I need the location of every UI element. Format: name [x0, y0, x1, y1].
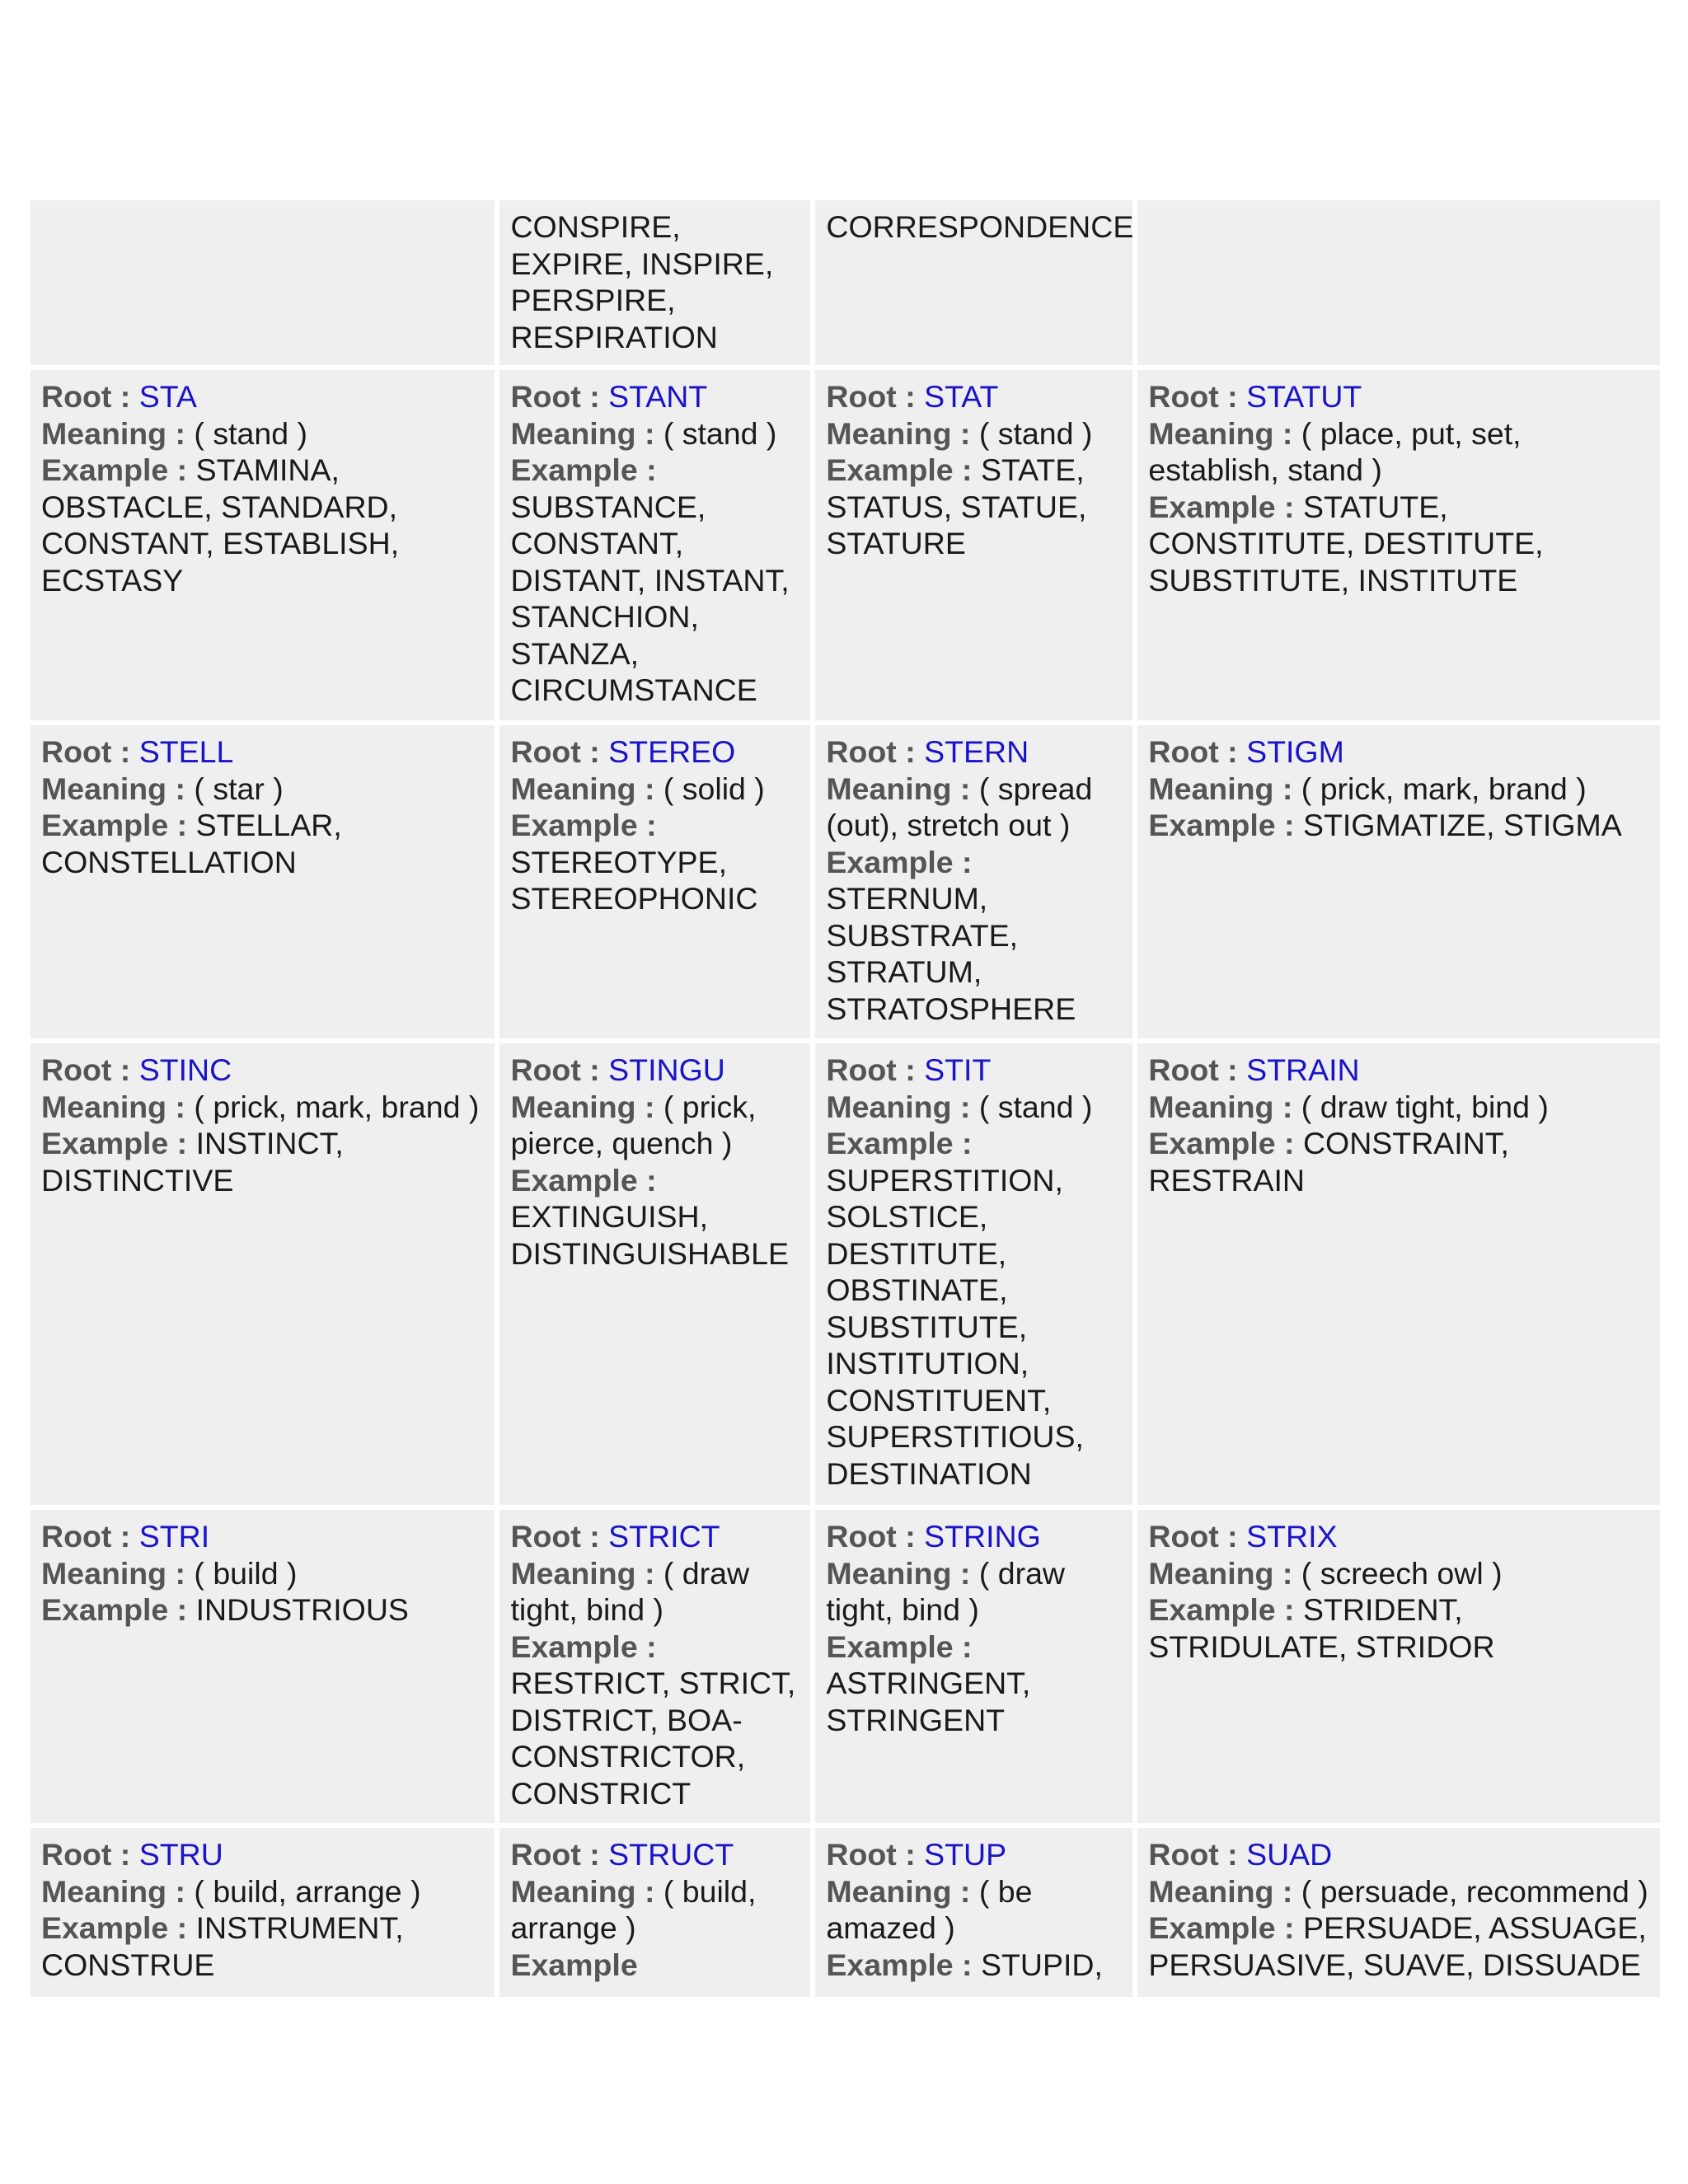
- root-value: STRAIN: [1246, 1052, 1360, 1087]
- root-entry: Root : STAT Meaning : ( stand ) Example : STATE, STATUS, STATUE, STATURE: [815, 370, 1132, 720]
- meaning-value: ( build ): [194, 1555, 298, 1591]
- meaning-label: Meaning: [41, 1089, 167, 1124]
- example-label: Example: [41, 1910, 169, 1945]
- root-entry: Root : STRUCT Meaning : ( build, arrange ) Example: [499, 1828, 810, 1997]
- example-value: SUBSTANCE, CONSTANT, DISTANT, INSTANT, STANCHION, STANZA, CIRCUMSTANCE: [510, 489, 790, 707]
- meaning-label: Meaning: [510, 1555, 636, 1591]
- example-label: Example: [1148, 1910, 1276, 1945]
- root-entry: Root : STEREO Meaning : ( solid ) Example : STEREOTYPE, STEREOPHONIC: [499, 725, 810, 1038]
- root-entry: Root : STA Meaning : ( stand ) Example : STAMINA, OBSTACLE, STANDARD, CONSTANT, ESTABLISH, ECSTASY: [30, 370, 495, 720]
- root-entry: Root : STERN Meaning : ( spread (out), stretch out ) Example : STERNUM, SUBSTRATE, STRATUM, STRATOSPHERE: [815, 725, 1132, 1038]
- meaning-label: Meaning: [826, 415, 952, 451]
- example-value: STATUTE, CONSTITUTE, DESTITUTE, SUBSTITUTE, INSTITUTE: [1148, 489, 1544, 598]
- example-value: STEREOTYPE, STEREOPHONIC: [510, 844, 758, 916]
- root-value: STINC: [138, 1052, 232, 1087]
- meaning-label: Meaning: [1148, 1873, 1274, 1909]
- root-value: STIGM: [1246, 734, 1344, 769]
- meaning-value: ( stand ): [978, 415, 1093, 451]
- meaning-label: Meaning: [41, 1555, 167, 1591]
- root-label: Root: [41, 1837, 112, 1872]
- root-label: Root: [41, 1519, 112, 1554]
- example-label: Example: [510, 1162, 638, 1197]
- root-value: STIT: [924, 1052, 992, 1087]
- example-label: Example: [1148, 1592, 1276, 1627]
- example-value: ASTRINGENT, STRINGENT: [826, 1666, 1031, 1737]
- root-label: Root: [41, 734, 112, 769]
- root-label: Root: [510, 1837, 581, 1872]
- meaning-label: Meaning: [510, 415, 636, 451]
- root-value: STRICT: [608, 1519, 720, 1554]
- meaning-value: ( screech owl ): [1301, 1555, 1503, 1591]
- root-entry: Root : STATUT Meaning : ( place, put, set, establish, stand ) Example : STATUTE, CONSTITUTE, DESTITUTE, SUBSTITUTE, INSTITUTE: [1137, 370, 1660, 720]
- root-label: Root: [510, 379, 581, 414]
- root-label: Root: [826, 1837, 897, 1872]
- root-entry: Root : STIGM Meaning : ( prick, mark, brand ) Example : STIGMATIZE, STIGMA: [1137, 725, 1660, 1038]
- meaning-value: ( solid ): [663, 771, 765, 806]
- meaning-value: ( draw tight, bind ): [1301, 1089, 1549, 1124]
- root-entry: Root : STINGU Meaning : ( prick, pierce, quench ) Example : EXTINGUISH, DISTINGUISHABLE: [499, 1043, 810, 1505]
- example-label: Example: [826, 1126, 954, 1160]
- meaning-value: ( stand ): [194, 415, 307, 451]
- meaning-label: Meaning: [1148, 415, 1274, 451]
- table-row: [30, 370, 1660, 720]
- meaning-label: Meaning: [1148, 771, 1274, 806]
- root-label: Root: [826, 379, 897, 414]
- root-value: STRU: [138, 1837, 223, 1872]
- meaning-value: ( spread (out), stretch out ): [826, 771, 1093, 842]
- root-entry: Root : STINC Meaning : ( prick, mark, brand ) Example : INSTINCT, DISTINCTIVE: [30, 1043, 495, 1505]
- meaning-value: ( star ): [194, 771, 284, 806]
- example-label: Example: [510, 1629, 638, 1664]
- root-value: STRIX: [1246, 1519, 1338, 1554]
- table-row: [30, 1510, 1660, 1823]
- example-value: STUPID,: [980, 1947, 1103, 1982]
- meaning-value: ( stand ): [663, 415, 777, 451]
- example-label: Example: [826, 1947, 954, 1982]
- example-label: Example: [1148, 808, 1276, 842]
- root-label: Root: [1148, 379, 1219, 414]
- example-value: STELLAR, CONSTELLATION: [41, 808, 342, 879]
- example-value: STIGMATIZE, STIGMA: [1302, 808, 1622, 842]
- example-value: INSTINCT, DISTINCTIVE: [41, 1126, 344, 1197]
- root-entry: Root : STRI Meaning : ( build ) Example : INDUSTRIOUS: [30, 1510, 495, 1823]
- table-row: [30, 200, 1660, 365]
- example-label: Example: [510, 1947, 638, 1982]
- root-label: Root: [1148, 1052, 1219, 1087]
- meaning-value: ( draw tight, bind ): [510, 1555, 750, 1627]
- example-value: EXTINGUISH, DISTINGUISHABLE: [510, 1199, 790, 1271]
- root-value: STRUCT: [608, 1837, 734, 1872]
- root-label: Root: [826, 734, 897, 769]
- meaning-label: Meaning: [41, 415, 167, 451]
- meaning-value: ( place, put, set, establish, stand ): [1148, 415, 1522, 487]
- example-value: RESTRICT, STRICT, DISTRICT, BOA-CONSTRICTOR, CONSTRICT: [510, 1666, 796, 1811]
- root-entry: Root : STRICT Meaning : ( draw tight, bind ) Example : RESTRICT, STRICT, DISTRICT, BOA-CONSTRICTOR, CONSTRICT: [499, 1510, 810, 1823]
- table-row: [30, 1828, 1660, 1997]
- root-label: Root: [510, 734, 581, 769]
- root-value: STUP: [924, 1837, 1007, 1872]
- meaning-label: Meaning: [826, 1873, 952, 1909]
- meaning-label: Meaning: [826, 771, 952, 806]
- root-value: STRING: [924, 1519, 1041, 1554]
- example-label: Example: [510, 808, 638, 842]
- meaning-label: Meaning: [826, 1555, 952, 1591]
- example-value: INDUSTRIOUS: [195, 1592, 409, 1627]
- meaning-label: Meaning: [826, 1089, 952, 1124]
- meaning-value: ( prick, pierce, quench ): [510, 1089, 757, 1160]
- meaning-label: Meaning: [1148, 1555, 1274, 1591]
- meaning-label: Meaning: [510, 1089, 636, 1124]
- meaning-label: Meaning: [1148, 1089, 1274, 1124]
- meaning-value: ( stand ): [978, 1089, 1093, 1124]
- meaning-value: ( prick, mark, brand ): [1301, 771, 1587, 806]
- root-entry: Root : STRU Meaning : ( build, arrange ) Example : INSTRUMENT, CONSTRUE: [30, 1828, 495, 1997]
- example-label: Example: [41, 808, 169, 842]
- root-value: STA: [138, 379, 197, 414]
- meaning-value: ( build, arrange ): [510, 1873, 757, 1945]
- root-value: STINGU: [608, 1052, 725, 1087]
- root-label: Root: [1148, 734, 1219, 769]
- root-label: Root: [826, 1052, 897, 1087]
- root-label: Root: [826, 1519, 897, 1554]
- example-label: Example: [41, 452, 169, 487]
- root-entry: Root : STRING Meaning : ( draw tight, bind ) Example : ASTRINGENT, STRINGENT: [815, 1510, 1132, 1823]
- example-value: CONSTRAINT, RESTRAIN: [1148, 1126, 1509, 1197]
- example-label: Example: [41, 1126, 169, 1160]
- example-label: Example: [826, 452, 954, 487]
- example-label: Example: [41, 1592, 169, 1627]
- root-entry: Root : STRAIN Meaning : ( draw tight, bind ) Example : CONSTRAINT, RESTRAIN: [1137, 1043, 1660, 1505]
- root-value: STERN: [924, 734, 1029, 769]
- word-roots-sheet: [30, 200, 1660, 1997]
- table-cell-continued-empty-2: [1137, 200, 1660, 365]
- root-label: Root: [41, 1052, 112, 1087]
- root-label: Root: [41, 379, 112, 414]
- meaning-label: Meaning: [41, 1873, 167, 1909]
- meaning-value: ( prick, mark, brand ): [194, 1089, 480, 1124]
- example-label: Example: [826, 1629, 954, 1664]
- example-label: Example: [510, 452, 638, 487]
- example-value: INSTRUMENT, CONSTRUE: [41, 1910, 404, 1982]
- meaning-value: ( build, arrange ): [194, 1873, 421, 1909]
- root-value: STATUT: [1246, 379, 1362, 414]
- root-label: Root: [510, 1052, 581, 1087]
- root-value: STRI: [138, 1519, 210, 1554]
- root-value: STAT: [924, 379, 999, 414]
- word-roots-table: [26, 195, 1665, 2002]
- meaning-label: Meaning: [41, 771, 167, 806]
- example-value: STERNUM, SUBSTRATE, STRATUM, STRATOSPHERE: [826, 881, 1076, 1026]
- example-value: STRIDENT, STRIDULATE, STRIDOR: [1148, 1592, 1495, 1664]
- table-row: [30, 725, 1660, 1038]
- root-entry: Root : STIT Meaning : ( stand ) Example : SUPERSTITION, SOLSTICE, DESTITUTE, OBSTINATE, SUBSTITUTE, INSTITUTION, CONSTITUENT, SUPERSTITIOUS, DESTINATION: [815, 1043, 1132, 1505]
- example-value: STAMINA, OBSTACLE, STANDARD, CONSTANT, ESTABLISH, ECSTASY: [41, 452, 400, 598]
- root-entry: Root : SUAD Meaning : ( persuade, recommend ) Example : PERSUADE, ASSUAGE, PERSUASIVE, SUAVE, DISSUADE: [1137, 1828, 1660, 1997]
- example-label: Example: [1148, 489, 1276, 524]
- table-cell-continued-empty-1: [30, 200, 495, 365]
- table-cell-continued-examples: CORRESPONDENCE: [815, 200, 1132, 365]
- root-entry: Root : STRIX Meaning : ( screech owl ) Example : STRIDENT, STRIDULATE, STRIDOR: [1137, 1510, 1660, 1823]
- root-label: Root: [510, 1519, 581, 1554]
- root-entry: Root : STUP Meaning : ( be amazed ) Example : STUPID,: [815, 1828, 1132, 1997]
- root-entry: Root : STELL Meaning : ( star ) Example : STELLAR, CONSTELLATION: [30, 725, 495, 1038]
- root-value: STANT: [608, 379, 708, 414]
- example-value: SUPERSTITION, SOLSTICE, DESTITUTE, OBSTINATE, SUBSTITUTE, INSTITUTION, CONSTITUENT, SUPERSTITIOUS, DESTINATION: [826, 1162, 1084, 1491]
- meaning-value: ( draw tight, bind ): [826, 1555, 1065, 1627]
- example-value: STATE, STATUS, STATUE, STATURE: [826, 452, 1087, 560]
- example-label: Example: [826, 844, 954, 879]
- root-label: Root: [1148, 1837, 1219, 1872]
- meaning-label: Meaning: [510, 1873, 636, 1909]
- root-label: Root: [1148, 1519, 1219, 1554]
- root-value: STEREO: [608, 734, 736, 769]
- meaning-value: ( be amazed ): [826, 1873, 1033, 1945]
- meaning-label: Meaning: [510, 771, 636, 806]
- table-row: [30, 1043, 1660, 1505]
- root-value: SUAD: [1246, 1837, 1333, 1872]
- example-value: PERSUADE, ASSUAGE, PERSUASIVE, SUAVE, DISSUADE: [1148, 1910, 1647, 1982]
- root-value: STELL: [138, 734, 234, 769]
- meaning-value: ( persuade, recommend ): [1301, 1873, 1648, 1909]
- root-entry: Root : STANT Meaning : ( stand ) Example : SUBSTANCE, CONSTANT, DISTANT, INSTANT, STANCHION, STANZA, CIRCUMSTANCE: [499, 370, 810, 720]
- example-label: Example: [1148, 1126, 1276, 1160]
- table-cell-continued-examples: CONSPIRE, EXPIRE, INSPIRE, PERSPIRE, RESPIRATION: [499, 200, 810, 365]
